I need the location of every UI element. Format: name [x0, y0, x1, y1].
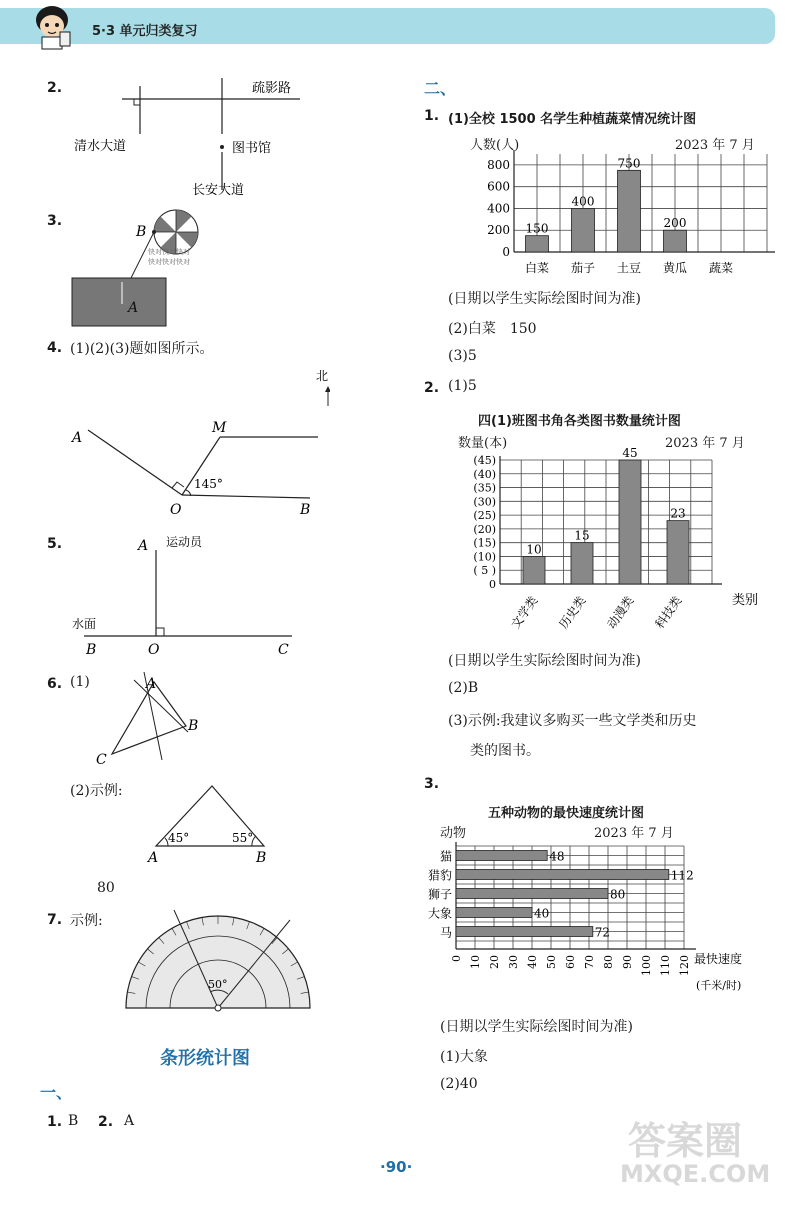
chart2-data-label: 45 [622, 448, 638, 460]
chart2-bar [523, 556, 545, 584]
chart2-ytick: (15) [473, 536, 496, 550]
chart2-data-label: 15 [574, 528, 590, 543]
r-q3-number: 3. [424, 776, 440, 792]
chart3-data-label: 48 [549, 849, 565, 864]
chart3-xunit: (千米/时) [696, 979, 742, 992]
chart3-date: 2023 年 7 月 [594, 826, 674, 841]
point-a-label: A [72, 430, 83, 446]
chart3-bar [456, 908, 532, 918]
r-q2-note: (日期以学生实际绘图时间为准) [448, 653, 641, 669]
chart2-category-label: 历史类 [556, 593, 589, 632]
point-m-label: M [212, 420, 227, 436]
chart2-ytick: (40) [473, 467, 496, 481]
q6-triangle-figure [88, 668, 218, 773]
q6-triangle-example [140, 778, 280, 868]
chart2-ylabel: 数量(本) [458, 436, 508, 451]
r-q3-answer2: (2)40 [440, 1076, 478, 1092]
q5-figure [64, 530, 304, 660]
angle-label: 145° [194, 477, 223, 491]
r-q2-answer1: (1)5 [448, 378, 477, 394]
chart1-bar [572, 208, 595, 252]
q7-text: 示例: [70, 913, 103, 929]
angle-label: 45° [168, 831, 190, 845]
chart1-svg [470, 148, 780, 280]
point-a-label: A [148, 850, 159, 866]
chart2-category-label: 动漫类 [604, 593, 637, 632]
chart3-xtick: 40 [526, 955, 539, 969]
chart3-svg [420, 840, 770, 1000]
point-b-label: B [136, 224, 147, 240]
r-q1-note: (日期以学生实际绘图时间为准) [448, 291, 641, 307]
q3-number: 3. [47, 213, 63, 229]
r-q2-number: 2. [424, 380, 440, 396]
chart1-ytick: 800 [487, 157, 510, 172]
chart2-ytick: (30) [473, 495, 496, 509]
watermark-logo: 答案圈 [628, 1119, 743, 1163]
answer-1: B [68, 1113, 79, 1129]
r-q3-answer1: (1)大象 [440, 1049, 488, 1065]
chart3-title: 五种动物的最快速度统计图 [488, 806, 645, 821]
chart2-bar [619, 460, 641, 584]
chart1-ylabel: 人数(人) [470, 138, 520, 153]
point-b-label: B [86, 642, 97, 658]
chart2-category-label: 文学类 [508, 593, 541, 632]
q4-figure [60, 362, 330, 522]
chart2-svg [448, 448, 768, 643]
q7-protractor-figure [118, 908, 318, 1018]
watermark-url: MXQE.COM [620, 1160, 771, 1188]
chart3-category-label: 马 [439, 925, 452, 940]
chart3-xtick: 120 [678, 955, 691, 976]
q2-map-figure [60, 72, 310, 202]
chart2-ytick: (35) [473, 481, 496, 495]
chart1-category-label: 蔬菜 [708, 261, 734, 275]
chart3-xtick: 0 [450, 955, 463, 962]
chart3-bar [456, 870, 669, 880]
svg-text:快对快对快对: 快对快对快对 [148, 258, 190, 266]
r-q1-answer2: (2)白菜 150 [448, 321, 537, 337]
chart3-category-label: 大象 [427, 906, 452, 921]
chart1-data-label: 150 [525, 221, 549, 236]
q6-part1: (1) [70, 674, 90, 690]
chart1-ytick: 200 [487, 223, 510, 238]
athlete-label: 运动员 [166, 535, 203, 549]
chart2-ytick: (20) [473, 522, 496, 536]
point-c-label: C [278, 642, 289, 658]
answer-2: A [124, 1113, 135, 1129]
chart1-category-label: 茄子 [570, 261, 596, 275]
chart1-ytick: 400 [487, 201, 510, 216]
chart1-category-label: 土豆 [616, 261, 642, 275]
map-library-label: 图书馆 [232, 141, 272, 156]
page-number: ·90· [380, 1158, 413, 1176]
chart3-xtick: 10 [469, 955, 482, 969]
chart2-ytick: (25) [473, 509, 496, 523]
chart3-category-label: 猎豹 [427, 868, 452, 883]
chart3-xlabel: 最快速度 [694, 952, 743, 966]
q7-number: 7. [47, 912, 63, 928]
r-q1-answer3: (3)5 [448, 348, 477, 364]
chart3-data-label: 40 [534, 906, 550, 921]
chart2-bar [571, 543, 593, 584]
chart2-xlabel: 类别 [732, 593, 759, 608]
chart3-bar [456, 927, 593, 937]
chart2-ytick: (45) [473, 454, 496, 467]
section-mark-2: 二、 [424, 79, 457, 98]
chart3-xtick: 90 [621, 955, 634, 969]
chart1-date: 2023 年 7 月 [675, 138, 755, 153]
q5-number: 5. [47, 536, 63, 552]
chart1-category-label: 黄瓜 [662, 261, 688, 275]
chart2-ytick: ( 5 ) [473, 564, 496, 578]
chart3-bar [456, 889, 608, 899]
chart3-category-label: 狮子 [427, 887, 452, 902]
q6-answer: 80 [97, 880, 115, 896]
chart3-ylabel: 动物 [440, 826, 467, 841]
chart3-xtick: 50 [545, 955, 558, 969]
answer-1-number: 1. [47, 1114, 63, 1130]
r-q2-answer2: (2)B [448, 680, 479, 696]
chart1-category-label: 白菜 [524, 261, 550, 275]
chart2-title: 四(1)班图书角各类图书数量统计图 [478, 414, 681, 429]
chart1-ytick: 0 [502, 245, 510, 259]
r-q2-answer3-line2: 类的图书。 [470, 743, 540, 759]
point-o-label: O [148, 642, 160, 658]
chart2-ytick: 0 [489, 578, 496, 591]
chart3-data-label: 72 [594, 925, 611, 940]
chart3-xtick: 100 [640, 955, 653, 976]
q3-figure [68, 208, 218, 330]
point-a-label: A [146, 676, 157, 692]
mascot-icon [22, 2, 82, 50]
chart1-bar [526, 236, 549, 252]
point-b-label: B [300, 502, 311, 518]
chart3-xtick: 70 [583, 955, 596, 969]
point-b-label: B [188, 718, 199, 734]
chart3-data-label: 112 [670, 868, 694, 883]
point-c-label: C [96, 752, 107, 768]
water-label: 水面 [72, 617, 97, 631]
chart3-xtick: 80 [602, 955, 615, 969]
chart1-ytick: 600 [487, 179, 510, 194]
chart2-ytick: (10) [473, 550, 496, 564]
chart3-category-label: 猫 [439, 849, 452, 864]
q4-number: 4. [47, 340, 63, 356]
angle-label: 50° [208, 978, 228, 991]
chart2-date: 2023 年 7 月 [665, 436, 745, 451]
chart3-xtick: 30 [507, 955, 520, 969]
point-o-label: O [170, 502, 182, 518]
chart1-bar [664, 230, 687, 252]
chart1-data-label: 200 [663, 216, 687, 231]
q2-number: 2. [47, 80, 63, 96]
chart1-data-label: 750 [617, 156, 641, 171]
r-q2-answer3-line1: (3)示例:我建议多购买一些文学类和历史 [448, 713, 697, 729]
chart3-xtick: 60 [564, 955, 577, 969]
chart2-category-label: 科技类 [652, 593, 685, 632]
map-road-label: 疏影路 [252, 81, 292, 96]
point-a-label: A [128, 300, 139, 316]
chart3-bar [456, 851, 547, 861]
r-q1-number: 1. [424, 108, 440, 124]
section-mark: 一、 [40, 1083, 73, 1102]
chart3-xtick: 20 [488, 955, 501, 969]
chart2-data-label: 10 [526, 542, 542, 557]
map-road-label: 清水大道 [74, 139, 127, 154]
point-b-label: B [256, 850, 267, 866]
r-q3-note: (日期以学生实际绘图时间为准) [440, 1019, 633, 1035]
chart2-data-label: 23 [670, 506, 686, 521]
q6-part2: (2)示例: [70, 783, 123, 799]
point-a-label: A [138, 538, 149, 554]
section-title: 条形统计图 [160, 1048, 250, 1069]
q4-text: (1)(2)(3)题如图所示。 [70, 341, 214, 357]
angle-label: 55° [232, 831, 254, 845]
north-label: 北 [315, 369, 329, 383]
answer-2-number: 2. [98, 1114, 114, 1130]
chart2-bar [667, 521, 689, 584]
header-title: 5·3 单元归类复习 [92, 24, 198, 39]
svg-text:快对快对快对: 快对快对快对 [148, 248, 190, 256]
chart3-xtick: 110 [659, 955, 672, 976]
chart1-data-label: 400 [571, 194, 595, 209]
chart3-data-label: 80 [610, 887, 626, 902]
chart1-bar [618, 170, 641, 252]
chart1-title: (1)全校 1500 名学生种植蔬菜情况统计图 [448, 112, 697, 127]
map-road-label: 长安大道 [192, 183, 245, 198]
q6-number: 6. [47, 676, 63, 692]
